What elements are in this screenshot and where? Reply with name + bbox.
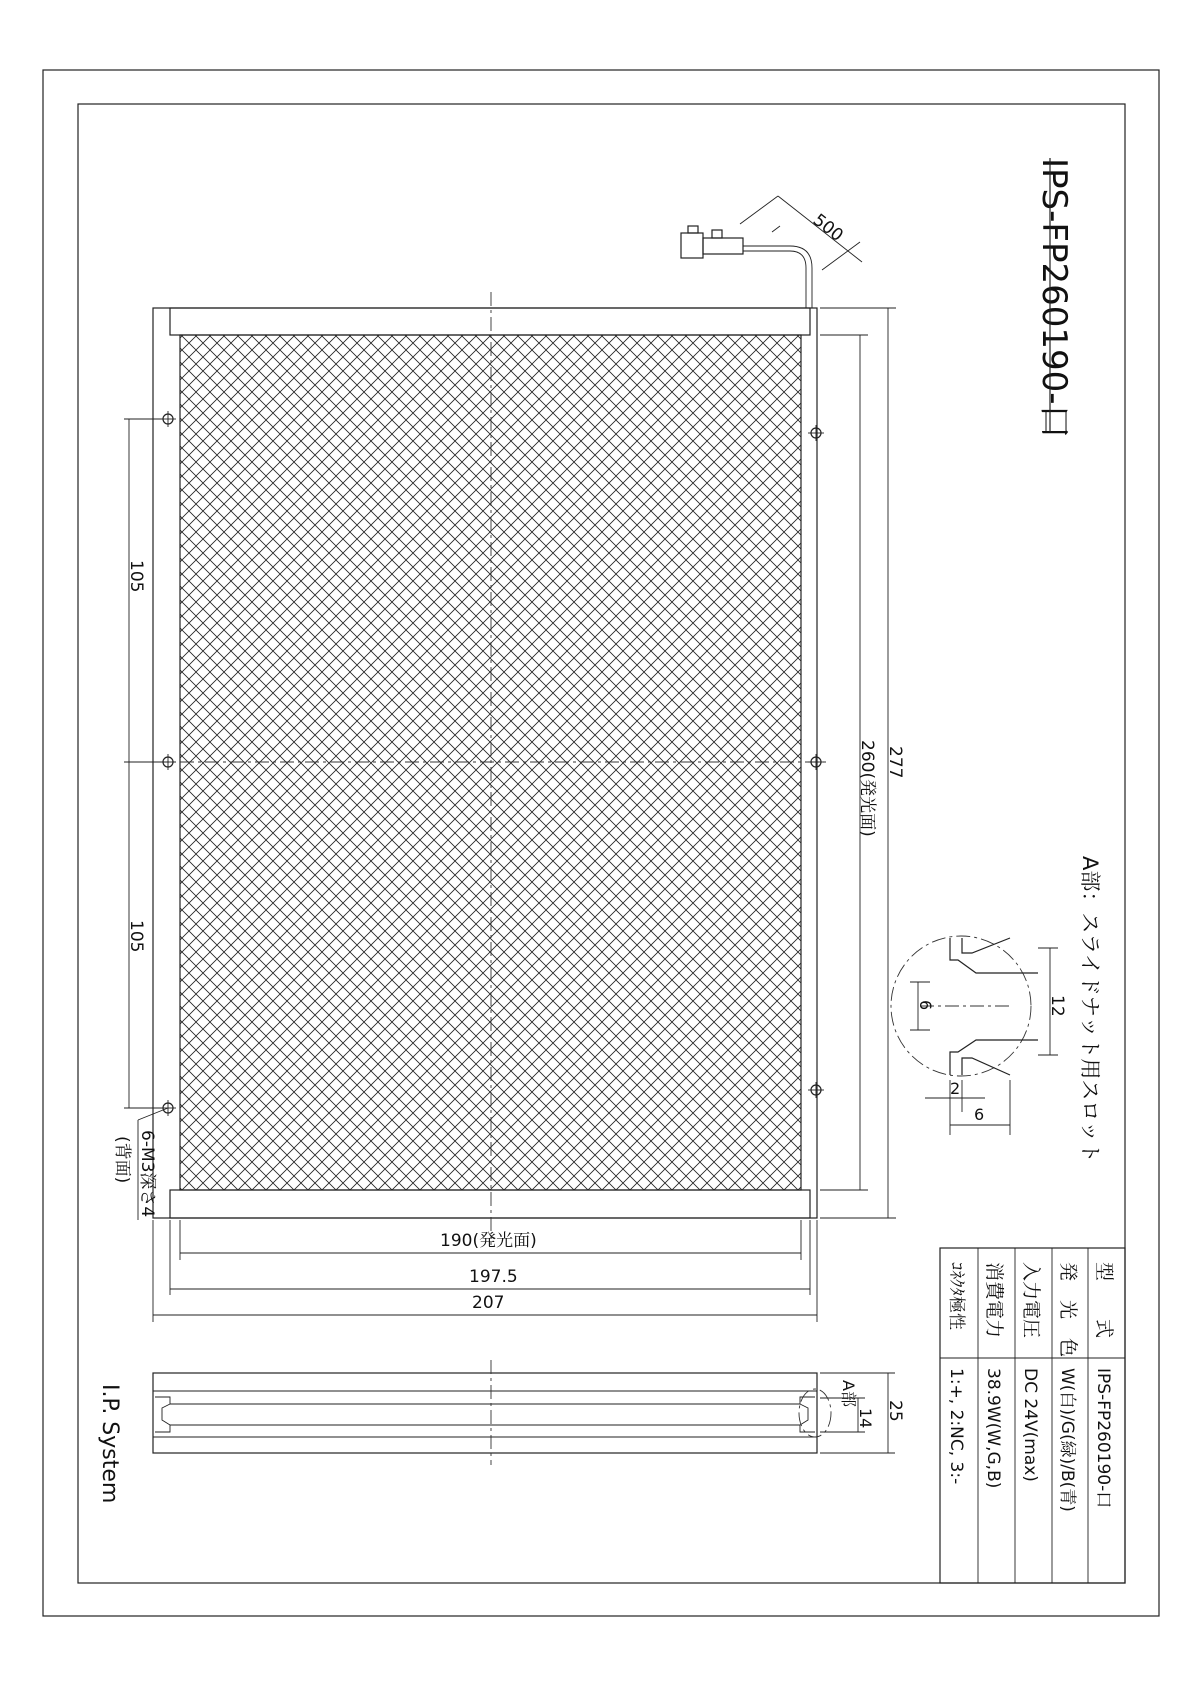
panel-side-view (153, 1360, 831, 1465)
drawing-title: IPS-FP260190-口 (1034, 158, 1074, 439)
hole-note-line2: (背面) (112, 1136, 132, 1184)
detail-a-callout (799, 1389, 831, 1437)
spec-row-4-value: 38.9W(W,G,B) (983, 1368, 1003, 1489)
spec-row-5-value: 1:+, 2:NC, 3:- (946, 1368, 966, 1485)
dim-277: 277 (885, 746, 905, 779)
dim-260: 260(発光面) (857, 740, 877, 837)
panel-front-view (130, 292, 830, 1245)
company-name: I.P. System (97, 1384, 122, 1504)
dim-207: 207 (472, 1293, 505, 1313)
right-slot-profile (800, 1397, 815, 1432)
dim-2: 2 (950, 1079, 961, 1098)
section-a-label: A部 (839, 1380, 858, 1407)
hole-right-top (808, 425, 824, 441)
emitting-surface-hatch (180, 335, 801, 1190)
top-rail (170, 308, 810, 335)
spec-row-2-label: 発 光 色 (1057, 1262, 1079, 1358)
bottom-rail (170, 1190, 810, 1218)
dim-6-bottom: 6 (974, 1105, 985, 1124)
spec-row-1-value: IPS-FP260190-口 (1093, 1368, 1113, 1509)
connector-icon (681, 233, 703, 258)
side-profile-outline (153, 1373, 817, 1453)
dim-14: 14 (856, 1408, 875, 1429)
detail-caption: A部：スライドナット用スロット (1078, 856, 1102, 1163)
spec-row-3-value: DC 24V(max) (1020, 1368, 1040, 1482)
hole-right-bottom (808, 1082, 824, 1098)
left-slot-profile (155, 1397, 170, 1432)
dim-105-lower: 105 (126, 920, 146, 953)
spec-table (940, 1248, 1125, 1583)
detail-a-circle (891, 936, 1031, 1076)
hole-right-mid (808, 754, 824, 770)
dim-6-slot: 6 (916, 1000, 935, 1011)
dim-12: 12 (1047, 995, 1067, 1017)
dim-25: 25 (885, 1400, 905, 1422)
hole-note-line1: 6-M3深さ4 (137, 1130, 157, 1218)
dim-190: 190(発光面) (440, 1231, 537, 1251)
dim-105-upper: 105 (126, 560, 146, 593)
spec-row-2-value: W(白)/G(緑)/B(青) (1057, 1368, 1077, 1512)
cable-length-dim: 500 (808, 210, 847, 246)
connector-cable (681, 226, 812, 308)
spec-row-3-label: 入力電圧 (1020, 1262, 1042, 1339)
spec-row-4-label: 消費電力 (983, 1262, 1005, 1339)
spec-row-1-label: 型 式 (1093, 1262, 1115, 1339)
spec-row-5-label: ｺﾈｸﾀ極性 (946, 1262, 966, 1330)
detail-a-view (891, 936, 1038, 1076)
dim-197-5: 197.5 (469, 1267, 518, 1287)
